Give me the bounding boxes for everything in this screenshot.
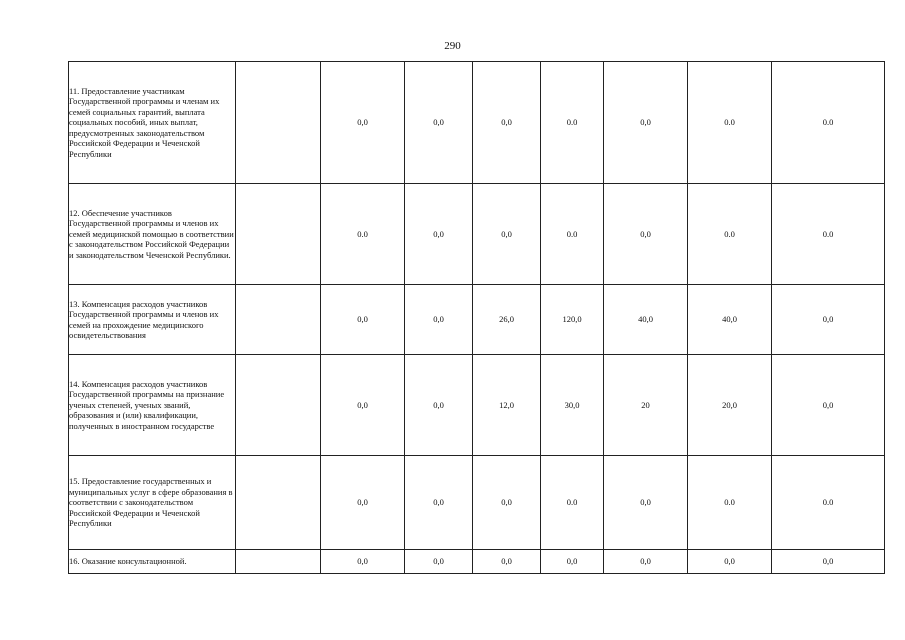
row-name-cell: 13. Компенсация расходов участников Государственной программы и членов их семей на прохождение медицинского освидетельствования [69, 285, 236, 355]
budget-table [68, 61, 885, 574]
empty-cell [236, 550, 321, 574]
value-cell: 0,0 [321, 285, 405, 355]
value-cell: 120,0 [541, 285, 604, 355]
value-cell: 0,0 [405, 285, 473, 355]
value-cell: 0,0 [405, 62, 473, 184]
row-name-cell: 15. Предоставление государственных и муниципальных услуг в сфере образования в соответствии с законодательством Российской Федерации и Чеченской Республики [69, 456, 236, 550]
value-cell: 0.0 [321, 184, 405, 285]
value-cell: 40,0 [688, 285, 772, 355]
row-name-cell: 12. Обеспечение участников Государственной программы и членов их семей медицинской помощью в соответствии с законодательством Российской Федерации и законодательством Чеченской Республики. [69, 184, 236, 285]
table-row [69, 285, 885, 355]
value-cell: 0,0 [541, 550, 604, 574]
value-cell: 20,0 [688, 355, 772, 456]
page-number: 290 [444, 40, 461, 52]
value-cell: 0.0 [772, 62, 885, 184]
value-cell: 0.0 [772, 184, 885, 285]
empty-cell [236, 184, 321, 285]
value-cell: 0,0 [772, 355, 885, 456]
value-cell: 12,0 [473, 355, 541, 456]
row-name-cell: 11. Предоставление участникам Государственной программы и членам их семей социальных гарантий, выплата социальных пособий, иных выплат, предусмотренных законодательством Российской Федерации и Чеченской Республики [69, 62, 236, 184]
value-cell: 0,0 [405, 550, 473, 574]
value-cell: 0.0 [541, 184, 604, 285]
value-cell: 0,0 [473, 456, 541, 550]
value-cell: 0.0 [541, 62, 604, 184]
empty-cell [236, 355, 321, 456]
empty-cell [236, 456, 321, 550]
value-cell: 0,0 [321, 550, 405, 574]
value-cell: 0,0 [604, 62, 688, 184]
value-cell: 40,0 [604, 285, 688, 355]
value-cell: 0,0 [604, 184, 688, 285]
table-row [69, 456, 885, 550]
row-name-cell: 16. Оказание консультационной. [69, 550, 236, 574]
value-cell: 0,0 [772, 550, 885, 574]
value-cell: 0,0 [405, 355, 473, 456]
table-row [69, 184, 885, 285]
empty-cell [236, 62, 321, 184]
value-cell: 0,0 [321, 456, 405, 550]
value-cell: 0.0 [688, 456, 772, 550]
value-cell: 0,0 [473, 184, 541, 285]
value-cell: 0,0 [688, 550, 772, 574]
value-cell: 0.0 [772, 456, 885, 550]
value-cell: 0,0 [321, 62, 405, 184]
value-cell: 0,0 [405, 184, 473, 285]
table-row [69, 355, 885, 456]
value-cell: 0,0 [604, 550, 688, 574]
row-name-cell: 14. Компенсация расходов участников Государственной программы на признание ученых степеней, ученых званий, образования и (или) квалификации, полученных в иностранном государстве [69, 355, 236, 456]
value-cell: 0.0 [688, 184, 772, 285]
value-cell: 30,0 [541, 355, 604, 456]
empty-cell [236, 285, 321, 355]
value-cell: 0,0 [604, 456, 688, 550]
value-cell: 26,0 [473, 285, 541, 355]
table-row [69, 550, 885, 574]
value-cell: 20 [604, 355, 688, 456]
value-cell: 0,0 [405, 456, 473, 550]
value-cell: 0,0 [473, 62, 541, 184]
value-cell: 0,0 [772, 285, 885, 355]
value-cell: 0,0 [473, 550, 541, 574]
table-row [69, 62, 885, 184]
value-cell: 0.0 [541, 456, 604, 550]
value-cell: 0.0 [688, 62, 772, 184]
value-cell: 0,0 [321, 355, 405, 456]
